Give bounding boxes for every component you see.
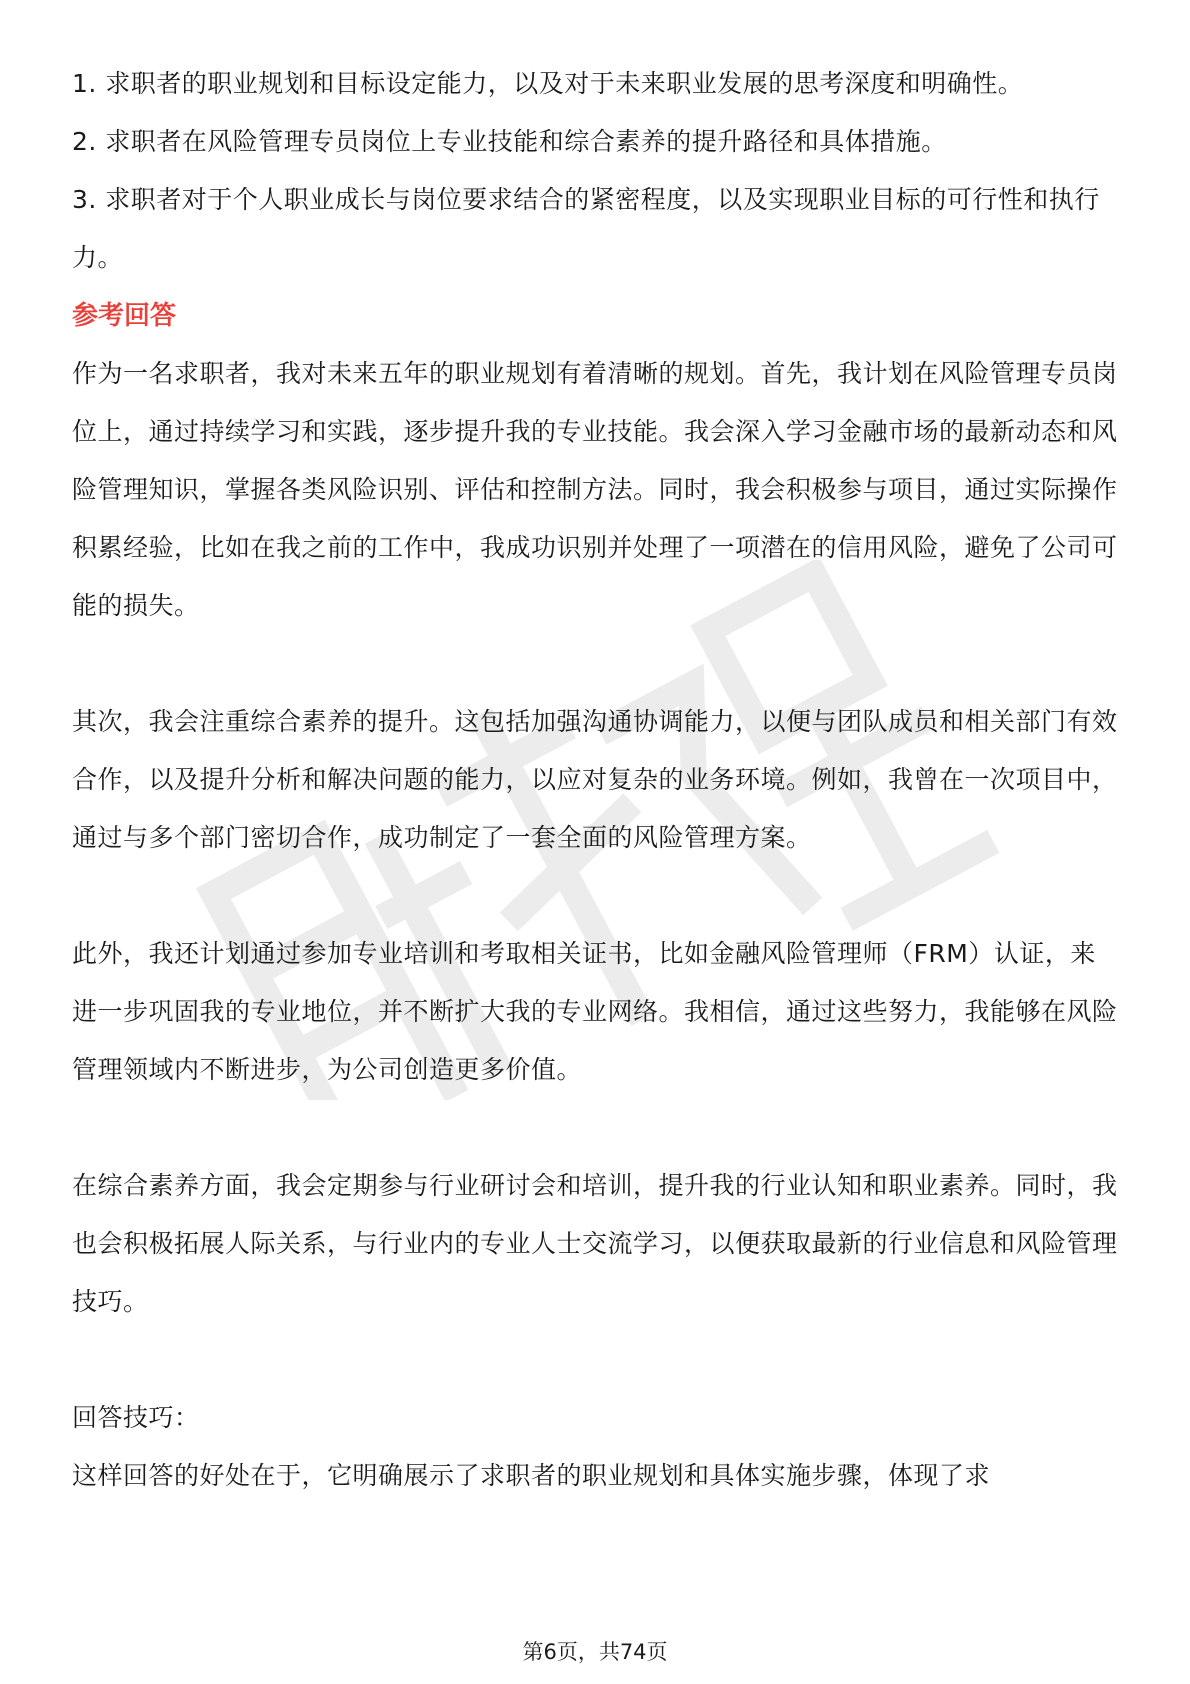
criteria-list [72,55,1120,287]
page-number: 第6页，共74页 [522,1640,668,1664]
criteria-item: 1. 求职者的职业规划和目标设定能力，以及对于未来职业发展的思考深度和明确性。 [72,69,1024,98]
tips-title: 回答技巧： [72,1403,200,1432]
criteria-item: 2. 求职者在风险管理专员岗位上专业技能和综合素养的提升路径和具体措施。 [72,127,947,156]
answer-paragraph: 在综合素养方面，我会定期参与行业研讨会和培训，提升我的行业认知和职业素养。同时，我也会积极拓展人际关系，与行业内的专业人士交流学习，以便获取最新的行业信息和风险管理技巧。 [72,1171,1118,1316]
answer-paragraph: 其次，我会注重综合素养的提升。这包括加强沟通协调能力，以便与团队成员和相关部门有效合作，以及提升分析和解决问题的能力，以应对复杂的业务环境。例如，我曾在一次项目中，通过与多个部门密切合作，成功制定了一套全面的风险管理方案。 [72,707,1118,852]
tips-text: 这样回答的好处在于，它明确展示了求职者的职业规划和具体实施步骤，体现了求 [72,1461,991,1490]
main-content [72,55,1120,1505]
answer-paragraph: 作为一名求职者，我对未来五年的职业规划有着清晰的规划。首先，我计划在风险管理专员岗位上，通过持续学习和实践，逐步提升我的专业技能。我会深入学习金融市场的最新动态和风险管理知识，掌握各类风险识别、评估和控制方法。同时，我会积极参与项目，通过实际操作积累经验，比如在我之前的工作中，我成功识别并处理了一项潜在的信用风险，避免了公司可能的损失。 [72,359,1118,620]
criteria-item: 3. 求职者对于个人职业成长与岗位要求结合的紧密程度，以及实现职业目标的可行性和执行力。 [72,185,1100,272]
answer-paragraph: 此外，我还计划通过参加专业培训和考取相关证书，比如金融风险管理师（FRM）认证，来进一步巩固我的专业地位，并不断扩大我的专业网络。我相信，通过这些努力，我能够在风险管理领域内不断进步，为公司创造更多价值。 [72,939,1118,1084]
reference-answer-title: 参考回答 [72,301,177,331]
